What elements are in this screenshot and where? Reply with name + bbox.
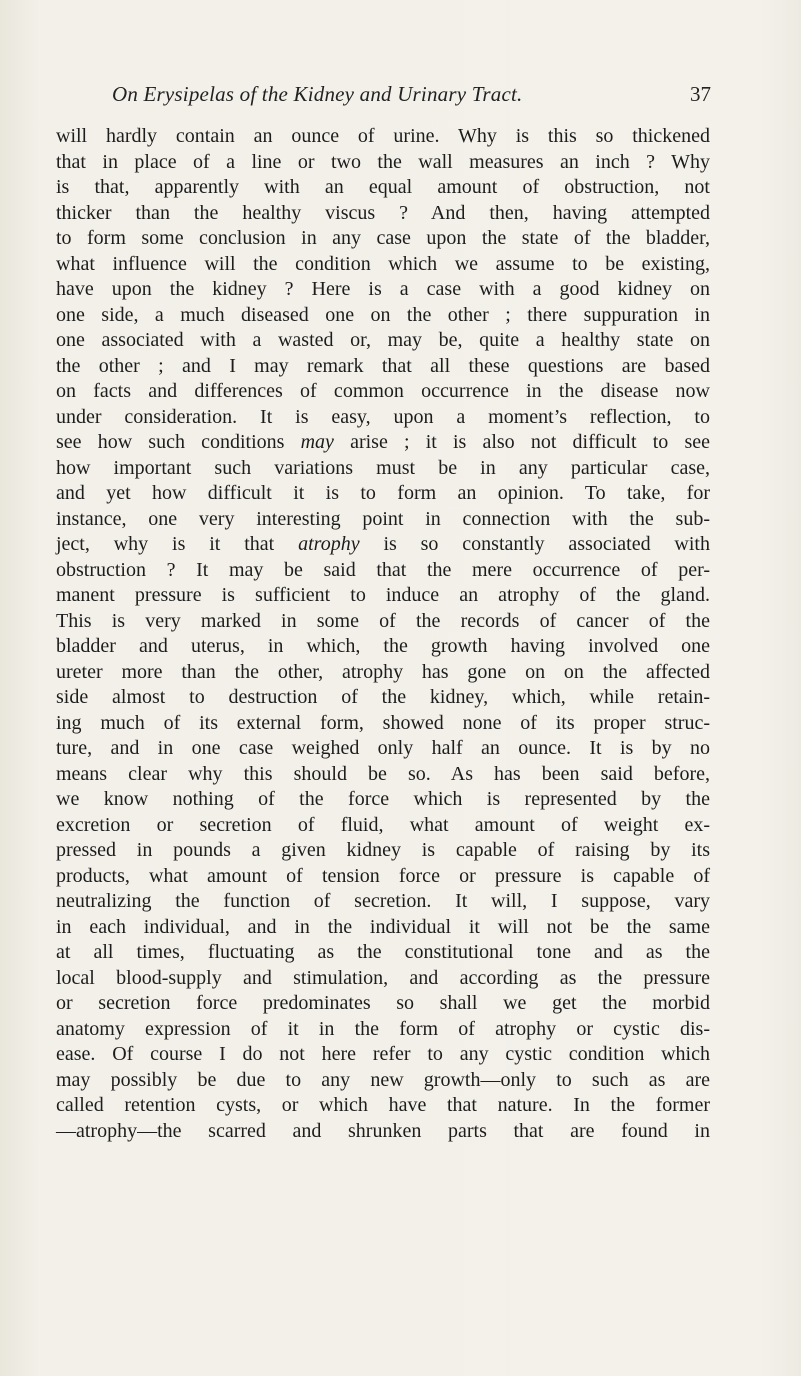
text-line: one side, a much diseased one on the other ; there suppuration in xyxy=(56,303,710,326)
text-line: excretion or secretion of fluid, what amount of weight ex- xyxy=(56,813,710,836)
text-line: —atrophy—the scarred and shrunken parts that are found in xyxy=(56,1119,710,1142)
text-line: may possibly be due to any new growth—only to such as are xyxy=(56,1068,710,1091)
text-line: the other ; and I may remark that all these questions are based xyxy=(56,354,710,377)
text-line: or secretion force predominates so shall we get the morbid xyxy=(56,992,710,1014)
text-line: neutralizing the function of secretion. It will, I suppose, vary xyxy=(56,890,710,912)
text-line: and yet how difficult it is to form an opinion. To take, for xyxy=(56,482,710,504)
body-text xyxy=(56,124,710,1144)
text-line: we know nothing of the force which is represented by the xyxy=(56,788,710,810)
text-fragment: see how such conditions xyxy=(56,431,301,453)
text-line: have upon the kidney ? Here is a case with a good kidney on xyxy=(56,278,710,300)
text-line: ture, and in one case weighed only half an ounce. It is by no xyxy=(56,737,710,759)
running-header xyxy=(56,82,711,114)
text-fragment: is so constantly associated with xyxy=(359,533,710,555)
text-fragment: arise ; it is also not difficult to see xyxy=(333,431,710,453)
text-line: ing much of its external form, showed none of its proper struc- xyxy=(56,711,710,734)
text-line: that in place of a line or two the wall measures an inch ? Why xyxy=(56,150,710,173)
running-title: On Erysipelas of the Kidney and Urinary Tract. xyxy=(112,82,523,106)
text-line: what influence will the condition which we assume to be existing, xyxy=(56,252,710,275)
text-line: will hardly contain an ounce of urine. Why is this so thickened xyxy=(56,125,710,147)
text-line: one associated with a wasted or, may be, quite a healthy state on xyxy=(56,329,710,351)
text-line: This is very marked in some of the records of cancer of the xyxy=(56,609,710,632)
text-line: ureter more than the other, atrophy has gone on on the affected xyxy=(56,660,710,683)
text-line: manent pressure is sufficient to induce an atrophy of the gland. xyxy=(56,584,710,606)
text-line: obstruction ? It may be said that the mere occurrence of per- xyxy=(56,558,710,581)
text-line: thicker than the healthy viscus ? And then, having attempted xyxy=(56,201,710,224)
text-line: in each individual, and in the individual it will not be the same xyxy=(56,915,710,938)
italic-word: may xyxy=(300,431,334,453)
text-line: at all times, fluctuating as the constitutional tone and as the xyxy=(56,941,710,963)
text-line: local blood-supply and stimulation, and according as the pressure xyxy=(56,966,710,989)
text-line: side almost to destruction of the kidney, which, while retain- xyxy=(56,686,710,708)
text-fragment: ject, why is it that xyxy=(56,533,299,555)
text-line: pressed in pounds a given kidney is capable of raising by its xyxy=(56,839,710,861)
page-number: 37 xyxy=(690,82,711,106)
text-line: ease. Of course I do not here refer to any cystic condition which xyxy=(56,1043,710,1065)
text-line: how important such variations must be in any particular case, xyxy=(56,456,710,479)
text-line: under consideration. It is easy, upon a moment’s reflection, to xyxy=(56,405,710,428)
text-line: to form some conclusion in any case upon the state of the bladder, xyxy=(56,227,710,249)
text-line: instance, one very interesting point in connection with the sub- xyxy=(56,507,710,530)
text-line: is that, apparently with an equal amount of obstruction, not xyxy=(56,176,710,198)
italic-word: atrophy xyxy=(298,533,360,555)
text-line: called retention cysts, or which have that nature. In the former xyxy=(56,1094,710,1116)
text-line: means clear why this should be so. As has been said before, xyxy=(56,762,710,785)
text-line: bladder and uterus, in which, the growth having involved one xyxy=(56,635,710,657)
text-line xyxy=(56,430,710,456)
text-line: anatomy expression of it in the form of atrophy or cystic dis- xyxy=(56,1017,710,1040)
text-line: on facts and differences of common occurrence in the disease now xyxy=(56,380,710,402)
text-line: products, what amount of tension force or pressure is capable of xyxy=(56,864,710,887)
text-line xyxy=(56,532,710,558)
